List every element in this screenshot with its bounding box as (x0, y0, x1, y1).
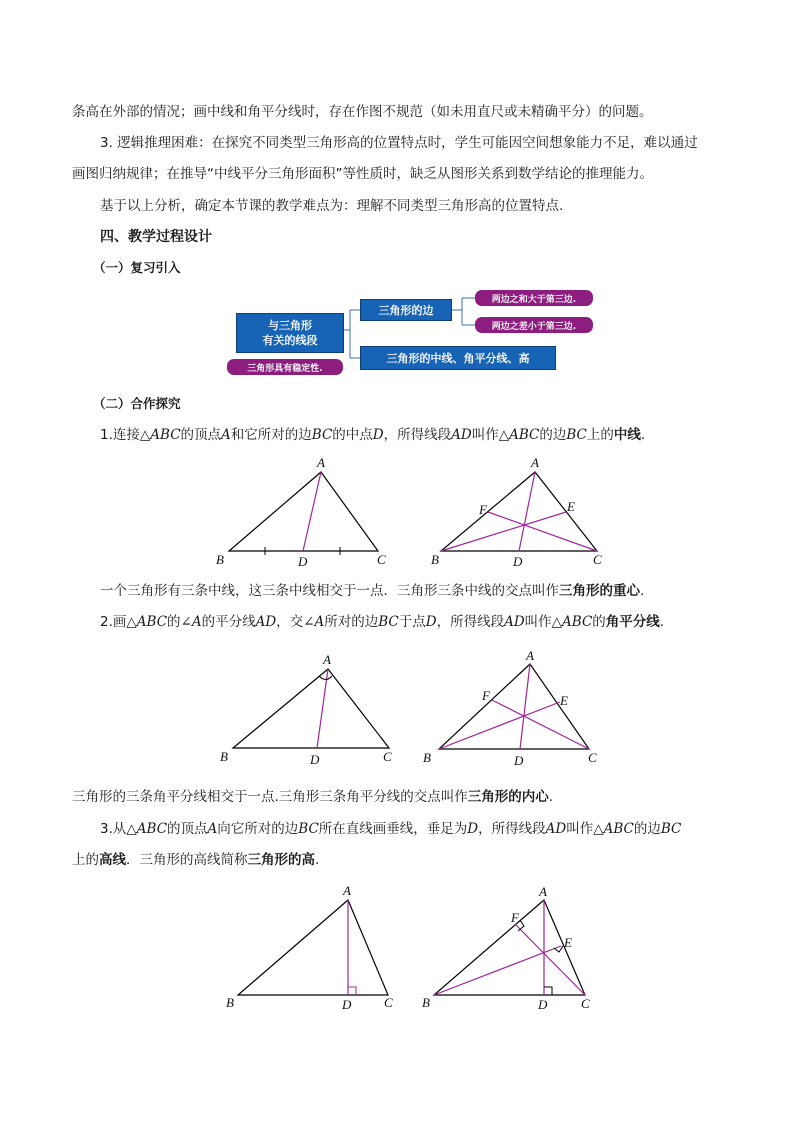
label-C: C (588, 750, 597, 765)
figure-median-single (212, 452, 392, 572)
label-E: E (564, 935, 572, 950)
altitude-definition-line1: 3.从△ABC的顶点A向它所对的边BC所在直线画垂线，垂足为D，所得线段AD叫作△ABC的边BC (100, 821, 682, 837)
paragraph-p2: 3. 逻辑推理困难：在探究不同类型三角形高的位置特点时，学生可能因空间想象能力不足，难以通过 (100, 135, 698, 151)
mindmap-node-stability: 三角形具有稳定性. (227, 359, 343, 375)
label-C: C (384, 995, 393, 1010)
label-A: A (539, 884, 547, 899)
label-D: D (342, 997, 352, 1012)
label-A: A (317, 455, 325, 470)
figure-altitude-orthocenter (418, 880, 618, 1015)
label-F: F (479, 502, 487, 517)
term-altitude: 高线 (99, 852, 126, 868)
label-D: D (514, 753, 524, 768)
label-F: F (511, 910, 519, 925)
term-centroid: 三角形的重心 (559, 583, 640, 599)
term-median: 中线 (613, 427, 641, 443)
label-F: F (482, 688, 490, 703)
mindmap-main-line2: 有关的线段 (262, 334, 318, 347)
label-B: B (226, 995, 234, 1010)
mindmap-node-sides: 三角形的边 (360, 299, 452, 321)
label-B: B (423, 750, 431, 765)
term-incenter: 三角形的内心 (467, 789, 549, 805)
mindmap-main-node (236, 313, 344, 353)
paragraph-p3: 画图归纳规律；在推导“中线平分三角形面积”等性质时，缺乏从图形关系到数学结论的推理能力。 (72, 166, 653, 182)
term-triangle-height: 三角形的高 (247, 852, 315, 868)
label-B: B (220, 749, 228, 764)
label-D: D (298, 554, 308, 569)
label-D: D (310, 752, 320, 767)
incenter-note: 三角形的三条角平分线相交于一点.三角形三条角平分线的交点叫作三角形的内心. (72, 789, 554, 805)
mindmap-node-side-rule1: 两边之和大于第三边. (475, 290, 593, 306)
mindmap-node-side-rule2: 两边之差小于第三边. (475, 317, 593, 333)
label-E: E (560, 693, 568, 708)
paragraph-p1: 条高在外部的情况；画中线和角平分线时，存在作图不规范（如未用直尺或未精确平分）的问题。 (72, 104, 653, 120)
figure-median-centroid (424, 452, 614, 572)
label-A: A (323, 652, 331, 667)
figure-altitude-single (222, 880, 412, 1015)
mindmap-main-line1: 与三角形 (268, 319, 312, 332)
label-C: C (581, 996, 590, 1011)
median-definition: 1.连接△ABC的顶点A和它所对的边BC的中点D，所得线段AD叫作△ABC的边BC上的中线. (100, 427, 646, 443)
subheading-explore: （二）合作探究 (93, 396, 181, 411)
label-A: A (526, 648, 534, 663)
figure-bisector-single (216, 646, 406, 771)
paragraph-p4: 基于以上分析，确定本节课的教学难点为：理解不同类型三角形高的位置特点. (100, 198, 564, 214)
mindmap-node-lines: 三角形的中线、角平分线、高 (360, 346, 556, 370)
label-C: C (383, 749, 392, 764)
label-B: B (216, 552, 224, 567)
subheading-review: （一）复习引入 (93, 260, 181, 275)
label-E: E (567, 499, 575, 514)
figure-bisector-incenter (414, 646, 614, 771)
label-D: D (513, 554, 523, 569)
label-C: C (593, 552, 602, 567)
altitude-definition-line2: 上的高线．三角形的高线简称三角形的高. (72, 852, 320, 868)
term-bisector: 角平分线 (605, 614, 660, 630)
centroid-note: 一个三角形有三条中线，这三条中线相交于一点．三角形三条中线的交点叫作三角形的重心. (100, 583, 645, 599)
section-heading-4: 四、教学过程设计 (100, 229, 212, 245)
label-B: B (431, 552, 439, 567)
label-A: A (343, 883, 351, 898)
bisector-definition: 2.画△ABC的∠A的平分线AD，交∠A所对的边BC于点D，所得线段AD叫作△ABC的角平分线. (100, 614, 665, 630)
label-D: D (538, 997, 548, 1012)
label-C: C (377, 552, 386, 567)
label-B: B (422, 995, 430, 1010)
label-A: A (531, 455, 539, 470)
